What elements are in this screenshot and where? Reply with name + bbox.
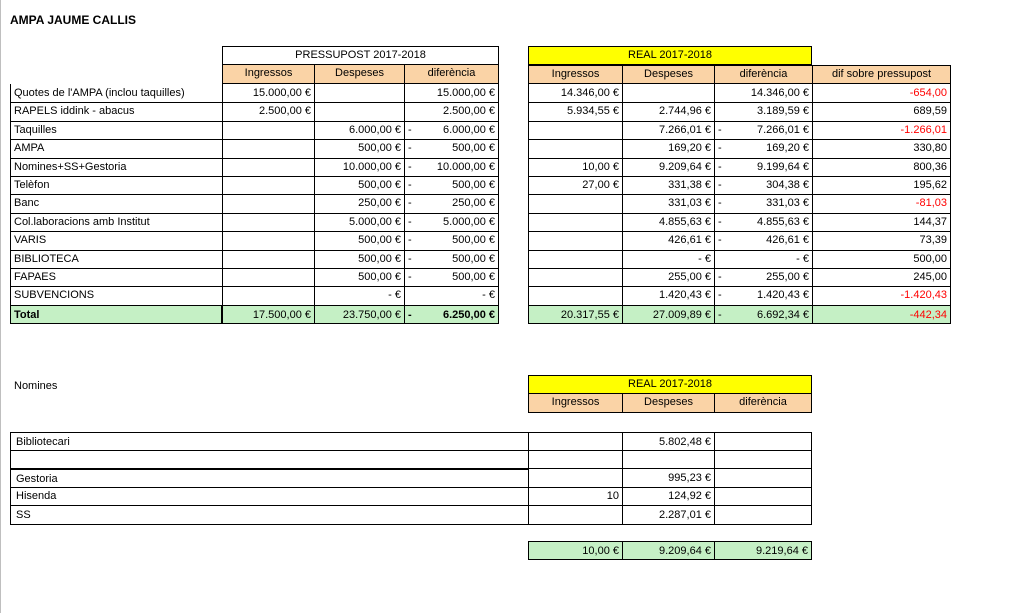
real-ingressos-cell [528, 194, 622, 213]
real-diferencia-cell [714, 176, 812, 195]
pressupost-ingressos-cell [222, 139, 314, 158]
real-despeses-cell [622, 121, 714, 140]
real-despeses-cell-value: 7.266,01 € [659, 123, 711, 136]
total-pressupost-despeses [314, 305, 404, 324]
pressupost-diferencia-cell [404, 176, 499, 195]
real-diferencia-cell [714, 250, 812, 269]
pressupost-diferencia-cell-value: 10.000,00 € [436, 160, 495, 173]
total-pressupost-diferencia-value: 6.250,00 € [443, 308, 495, 321]
nomines-diferencia-cell [714, 469, 812, 488]
nomines-col-diferencia: diferència [714, 394, 812, 413]
negative-marker: - [408, 179, 412, 191]
row-label: BIBLIOTECA [10, 250, 222, 269]
pressupost-diferencia-cell [404, 250, 499, 269]
real-col-ingressos: Ingressos [528, 65, 622, 84]
dif-sobre-pressupost-cell [812, 268, 951, 287]
dif-sobre-pressupost-cell-value: 800,36 [913, 160, 947, 173]
pressupost-despeses-cell [314, 286, 404, 305]
pressupost-diferencia-cell-value: 5.000,00 € [443, 215, 495, 228]
real-despeses-cell-value: 9.209,64 € [659, 160, 711, 173]
pressupost-diferencia-cell-value: 500,00 € [452, 234, 495, 247]
row-label: Nomines+SS+Gestoria [10, 158, 222, 177]
nomines-ingressos-cell [528, 469, 622, 488]
pressupost-ingressos-cell [222, 268, 314, 287]
real-ingressos-cell-value: 14.346,00 € [560, 87, 619, 99]
real-diferencia-cell [714, 286, 812, 305]
dif-sobre-pressupost-cell-value: 195,62 [913, 179, 947, 191]
pressupost-ingressos-cell [222, 84, 314, 103]
real-despeses-cell-value: 255,00 € [668, 271, 711, 283]
pressupost-diferencia-cell [404, 121, 499, 140]
real-despeses-cell [622, 286, 714, 305]
real-ingressos-cell [528, 213, 622, 232]
nomines-total-diferencia-value: 9.219,64 € [756, 545, 808, 557]
negative-marker: - [718, 234, 722, 247]
row-label: AMPA [10, 139, 222, 158]
nomines-despeses-cell-value: 995,23 € [668, 472, 711, 484]
nomines-title: Nomines [14, 380, 58, 392]
dif-sobre-pressupost-cell-value: 689,59 [913, 105, 947, 118]
real-despeses-cell-value: 2.744,96 € [659, 105, 711, 118]
dif-sobre-pressupost-cell-value: 500,00 [913, 252, 947, 265]
pressupost-despeses-cell [314, 139, 404, 158]
pressupost-despeses-cell-value: 10.000,00 € [342, 160, 401, 173]
negative-marker: - [718, 271, 722, 283]
nomines-ingressos-cell [528, 487, 622, 506]
pressupost-diferencia-cell [404, 213, 499, 232]
dif-sobre-pressupost-cell [812, 102, 951, 121]
pressupost-diferencia-cell [404, 194, 499, 213]
real-ingressos-cell-value: 27,00 € [582, 179, 619, 191]
pressupost-despeses-cell-value: 250,00 € [358, 197, 401, 210]
pressupost-despeses-cell [314, 268, 404, 287]
nomines-total-despeses-value: 9.209,64 € [659, 545, 711, 557]
real-diferencia-cell [714, 158, 812, 177]
real-diferencia-cell-value: 14.346,00 € [750, 87, 809, 99]
negative-marker: - [408, 123, 412, 136]
pressupost-diferencia-cell-value: 500,00 € [452, 179, 495, 191]
pressupost-ingressos-cell [222, 102, 314, 121]
negative-marker: - [718, 142, 722, 155]
pressupost-despeses-cell [314, 102, 404, 121]
dif-sobre-pressupost-cell-value: -654,00 [909, 87, 947, 99]
row-label: RAPELS iddink - abacus [10, 102, 222, 121]
row-label: SUBVENCIONS [10, 286, 222, 305]
row-label: Taquilles [10, 121, 222, 140]
row-label: Banc [10, 194, 222, 213]
real-despeses-cell [622, 176, 714, 195]
nomines-row-label [10, 450, 528, 469]
dif-sobre-pressupost-cell [812, 286, 951, 305]
sheet-left-edge [0, 0, 1, 613]
real-despeses-cell [622, 102, 714, 121]
real-despeses-cell [622, 231, 714, 250]
real-header: REAL 2017-2018 [528, 46, 812, 65]
negative-marker: - [718, 123, 722, 136]
nomines-row-label: SS [10, 506, 528, 525]
real-diferencia-cell [714, 139, 812, 158]
dif-sobre-pressupost-cell [812, 231, 951, 250]
real-ingressos-cell [528, 286, 622, 305]
nomines-despeses-cell [622, 450, 714, 469]
total-real-ingressos-value: 20.317,55 € [560, 308, 619, 321]
real-despeses-cell-value: - € [698, 252, 711, 265]
negative-marker: - [718, 289, 722, 302]
nomines-ingressos-cell [528, 506, 622, 525]
dif-sobre-pressupost-cell [812, 213, 951, 232]
nomines-total-despeses [622, 541, 714, 560]
nomines-despeses-cell [622, 487, 714, 506]
real-diferencia-cell-value: 304,38 € [766, 179, 809, 191]
real-diferencia-cell-value: 3.189,59 € [757, 105, 809, 118]
negative-marker: - [408, 197, 412, 210]
total-pressupost-ingressos-value: 17.500,00 € [252, 308, 311, 321]
pressupost-diferencia-cell-value: 500,00 € [452, 252, 495, 265]
pressupost-diferencia-cell [404, 231, 499, 250]
dif-sobre-pressupost-cell-value: 330,80 [913, 142, 947, 155]
real-despeses-cell [622, 84, 714, 103]
pressupost-ingressos-cell [222, 176, 314, 195]
pressupost-despeses-cell-value: 500,00 € [358, 234, 401, 247]
real-col-despeses: Despeses [622, 65, 714, 84]
nomines-despeses-cell-value: 2.287,01 € [659, 509, 711, 521]
dif-sobre-pressupost-cell [812, 194, 951, 213]
pressupost-despeses-cell [314, 213, 404, 232]
real-diferencia-cell [714, 268, 812, 287]
nomines-col-despeses: Despeses [622, 394, 714, 413]
pressupost-despeses-cell [314, 194, 404, 213]
nomines-despeses-cell-value: 124,92 € [668, 490, 711, 502]
real-despeses-cell-value: 331,38 € [668, 179, 711, 191]
dif-sobre-pressupost-cell-value: -1.420,43 [900, 289, 947, 302]
real-ingressos-cell [528, 231, 622, 250]
total-real-diferencia [714, 305, 812, 324]
dif-sobre-pressupost-cell-value: 144,37 [913, 215, 947, 228]
real-despeses-cell-value: 1.420,43 € [659, 289, 711, 302]
real-ingressos-cell [528, 84, 622, 103]
negative-marker: - [408, 215, 412, 228]
pressupost-ingressos-cell [222, 158, 314, 177]
real-diferencia-cell-value: 4.855,63 € [757, 215, 809, 228]
pressupost-col-ingressos: Ingressos [222, 65, 314, 84]
negative-marker: - [408, 234, 412, 247]
real-despeses-cell [622, 158, 714, 177]
negative-marker: - [408, 252, 412, 265]
pressupost-despeses-cell-value: 500,00 € [358, 252, 401, 265]
real-ingressos-cell [528, 121, 622, 140]
pressupost-diferencia-cell [404, 268, 499, 287]
negative-marker: - [718, 179, 722, 191]
nomines-ingressos-cell [528, 450, 622, 469]
nomines-row-label: Hisenda [10, 487, 528, 506]
total-real-diferencia-value: 6.692,34 € [757, 308, 809, 321]
pressupost-diferencia-cell-value: - € [482, 289, 495, 302]
nomines-row-label: Bibliotecari [10, 432, 528, 451]
total-real-despeses-value: 27.009,89 € [652, 308, 711, 321]
pressupost-diferencia-cell-value: 500,00 € [452, 142, 495, 155]
real-diferencia-cell [714, 194, 812, 213]
real-ingressos-cell [528, 250, 622, 269]
dif-sobre-pressupost-cell-value: -1.266,01 [900, 123, 947, 136]
pressupost-ingressos-cell [222, 194, 314, 213]
real-diferencia-cell [714, 121, 812, 140]
dif-sobre-pressupost-cell-value: 73,39 [919, 234, 947, 247]
total-real-despeses [622, 305, 714, 324]
real-ingressos-cell [528, 139, 622, 158]
pressupost-header: PRESSUPOST 2017-2018 [222, 46, 499, 65]
pressupost-ingressos-cell-value: 2.500,00 € [259, 105, 311, 118]
negative-marker: - [408, 271, 412, 283]
pressupost-despeses-cell [314, 250, 404, 269]
pressupost-despeses-cell-value: - € [388, 289, 401, 302]
pressupost-diferencia-cell [404, 139, 499, 158]
negative-marker: - [408, 308, 412, 321]
total-label: Total [10, 305, 222, 324]
real-despeses-cell [622, 194, 714, 213]
negative-marker: - [718, 308, 722, 321]
real-ingressos-cell [528, 102, 622, 121]
nomines-row-label: Gestoria [10, 469, 528, 488]
total-real-ingressos [528, 305, 622, 324]
pressupost-diferencia-cell-value: 15.000,00 € [436, 87, 495, 99]
real-diferencia-cell-value: 426,61 € [766, 234, 809, 247]
pressupost-col-despeses: Despeses [314, 65, 404, 84]
negative-marker: - [718, 197, 722, 210]
total-pressupost-diferencia [404, 305, 499, 324]
dif-sobre-pressupost-cell [812, 250, 951, 269]
real-diferencia-cell-value: 9.199,64 € [757, 160, 809, 173]
dif-sobre-pressupost-cell-value: 245,00 [913, 271, 947, 283]
total-pressupost-despeses-value: 23.750,00 € [342, 308, 401, 321]
real-diferencia-cell-value: 331,03 € [766, 197, 809, 210]
real-diferencia-cell-value: 7.266,01 € [757, 123, 809, 136]
nomines-despeses-cell [622, 469, 714, 488]
pressupost-despeses-cell-value: 500,00 € [358, 142, 401, 155]
real-ingressos-cell [528, 268, 622, 287]
real-col-diferencia: diferència [714, 65, 812, 84]
real-despeses-cell [622, 250, 714, 269]
row-label: Col.laboracions amb Institut [10, 213, 222, 232]
real-diferencia-cell [714, 102, 812, 121]
pressupost-ingressos-cell [222, 213, 314, 232]
row-label: Quotes de l'AMPA (inclou taquilles) [10, 84, 222, 103]
nomines-total-diferencia [714, 541, 812, 560]
pressupost-ingressos-cell [222, 250, 314, 269]
pressupost-ingressos-cell [222, 231, 314, 250]
row-label: VARIS [10, 231, 222, 250]
nomines-diferencia-cell [714, 450, 812, 469]
negative-marker: - [718, 215, 722, 228]
negative-marker: - [408, 160, 412, 173]
real-diferencia-cell-value: 169,20 € [766, 142, 809, 155]
nomines-ingressos-cell [528, 432, 622, 451]
dif-sobre-pressupost-cell [812, 158, 951, 177]
real-diferencia-cell-value: - € [796, 252, 809, 265]
pressupost-despeses-cell [314, 84, 404, 103]
real-despeses-cell-value: 331,03 € [668, 197, 711, 210]
dif-sobre-pressupost-cell [812, 121, 951, 140]
real-despeses-cell-value: 169,20 € [668, 142, 711, 155]
pressupost-despeses-cell [314, 231, 404, 250]
real-despeses-cell [622, 268, 714, 287]
pressupost-diferencia-cell-value: 500,00 € [452, 271, 495, 283]
real-diferencia-cell-value: 255,00 € [766, 271, 809, 283]
real-ingressos-cell [528, 176, 622, 195]
pressupost-despeses-cell [314, 121, 404, 140]
dif-sobre-pressupost-cell-value: -81,03 [915, 197, 947, 210]
row-label: Telèfon [10, 176, 222, 195]
nomines-diferencia-cell [714, 487, 812, 506]
real-despeses-cell-value: 4.855,63 € [659, 215, 711, 228]
real-diferencia-cell [714, 213, 812, 232]
nomines-ingressos-cell-value: 10 [606, 490, 619, 502]
total-pressupost-ingressos [222, 305, 314, 324]
page-title: AMPA JAUME CALLIS [10, 13, 136, 27]
pressupost-diferencia-cell-value: 250,00 € [452, 197, 495, 210]
pressupost-ingressos-cell-value: 15.000,00 € [252, 87, 311, 99]
nomines-total-ingressos [528, 541, 622, 560]
dif-sobre-pressupost-cell [812, 176, 951, 195]
negative-marker: - [408, 142, 412, 155]
pressupost-diferencia-cell [404, 84, 499, 103]
negative-marker: - [718, 160, 722, 173]
real-despeses-cell-value: 426,61 € [668, 234, 711, 247]
pressupost-despeses-cell [314, 176, 404, 195]
pressupost-despeses-cell-value: 5.000,00 € [349, 215, 401, 228]
row-label: FAPAES [10, 268, 222, 287]
pressupost-ingressos-cell [222, 121, 314, 140]
nomines-real-header: REAL 2017-2018 [528, 375, 812, 394]
real-despeses-cell [622, 213, 714, 232]
pressupost-col-diferencia: diferència [404, 65, 499, 84]
pressupost-despeses-cell [314, 158, 404, 177]
pressupost-diferencia-cell-value: 6.000,00 € [443, 123, 495, 136]
pressupost-diferencia-cell [404, 286, 499, 305]
pressupost-despeses-cell-value: 6.000,00 € [349, 123, 401, 136]
pressupost-ingressos-cell [222, 286, 314, 305]
nomines-total-ingressos-value: 10,00 € [582, 545, 619, 557]
pressupost-diferencia-cell-value: 2.500,00 € [443, 105, 495, 118]
real-despeses-cell [622, 139, 714, 158]
real-ingressos-cell-value: 10,00 € [582, 160, 619, 173]
pressupost-diferencia-cell [404, 158, 499, 177]
nomines-despeses-cell-value: 5.802,48 € [659, 436, 711, 448]
dif-sobre-pressupost-cell [812, 139, 951, 158]
nomines-col-ingressos: Ingressos [528, 394, 622, 413]
nomines-diferencia-cell [714, 506, 812, 525]
real-diferencia-cell-value: 1.420,43 € [757, 289, 809, 302]
real-ingressos-cell-value: 5.934,55 € [567, 105, 619, 118]
nomines-despeses-cell [622, 432, 714, 451]
real-ingressos-cell [528, 158, 622, 177]
real-diferencia-cell [714, 231, 812, 250]
nomines-despeses-cell [622, 506, 714, 525]
total-dif-sobre-pressupost [812, 305, 951, 324]
total-dif-sobre-pressupost-value: -442,34 [909, 308, 947, 321]
pressupost-despeses-cell-value: 500,00 € [358, 179, 401, 191]
dif-sobre-pressupost-cell [812, 84, 951, 103]
nomines-diferencia-cell [714, 432, 812, 451]
real-col-dif-sobre-pressupost: dif sobre pressupost [812, 65, 951, 84]
real-diferencia-cell [714, 84, 812, 103]
pressupost-despeses-cell-value: 500,00 € [358, 271, 401, 283]
pressupost-diferencia-cell [404, 102, 499, 121]
